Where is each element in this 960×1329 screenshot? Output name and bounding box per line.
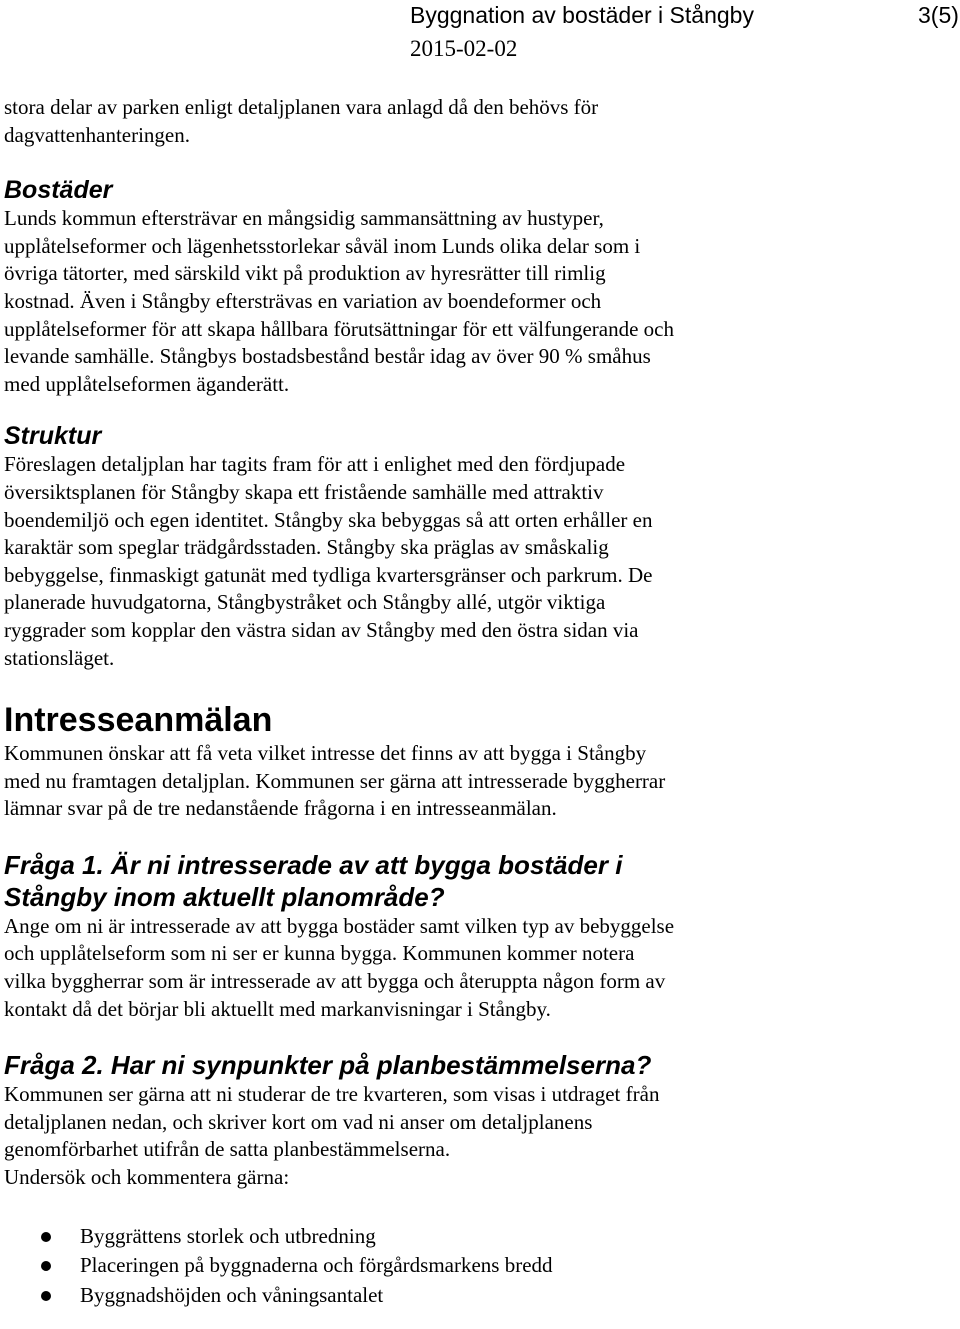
bullet-icon [41, 1291, 51, 1301]
text-line: översiktsplanen för Stångby skapa ett fristående samhälle med attraktiv [4, 479, 604, 504]
list-item [4, 1222, 954, 1252]
heading-line: Stångby inom aktuellt planområde? [4, 881, 445, 912]
page-number: 3(5) [918, 2, 959, 28]
text-line: karaktär som speglar trädgårdsstaden. Stångby ska präglas av småskalig [4, 535, 609, 560]
heading-line: Fråga 1. Är ni intresserade av att bygga bostäder i [4, 849, 623, 880]
text-line: Föreslagen detaljplan har tagits fram för att i enlighet med den fördjupade [4, 452, 626, 477]
list-item [4, 1251, 954, 1281]
text-line: genomförbarhet utifrån de satta planbestämmelserna. [4, 1137, 451, 1162]
intresseanmalan-paragraph [4, 740, 954, 823]
section-heading-bostader: Bostäder [4, 176, 113, 205]
text-line: detaljplanen nedan, och skriver kort om vad ni anser om detaljplanens [4, 1109, 593, 1134]
text-line: och upplåtelseform som ni ser er kunna bygga. Kommunen kommer notera [4, 941, 635, 966]
text-line: vilka byggherrar som är intresserade av att bygga och återuppta någon form av [4, 969, 666, 994]
text-line: bebyggelse, finmaskigt gatunät med tydliga kvartersgränser och parkrum. De [4, 562, 653, 587]
bostader-paragraph [4, 205, 954, 398]
text-line: Lunds kommun eftersträvar en mångsidig sammansättning av hustyper, [4, 206, 604, 231]
text-line: kostnad. Även i Stångby eftersträvas en variation av boendeformer och [4, 288, 602, 313]
text-line: Kommunen ser gärna att ni studerar de tre kvarteren, som visas i utdraget från [4, 1082, 660, 1107]
fraga1-paragraph [4, 913, 954, 1023]
list-item-text: Placeringen på byggnaderna och förgårdsmarkens bredd [80, 1253, 553, 1278]
text-line: boendemiljö och egen identitet. Stångby ska bebyggas så att orten erhåller en [4, 507, 653, 532]
fraga2-paragraph [4, 1081, 954, 1191]
text-line: övriga tätorter, med särskild vikt på produktion av hyresrätter till rimlig [4, 261, 606, 286]
text-line: lämnar svar på de tre nedanstående frågorna i en intresseanmälan. [4, 796, 557, 821]
header-title: Byggnation av bostäder i Stångby [410, 2, 754, 28]
section-heading-struktur: Struktur [4, 422, 102, 451]
list-item-text: Byggrättens storlek och utbredning [80, 1223, 376, 1248]
text-line: Undersök och kommentera gärna: [4, 1165, 290, 1190]
intro-paragraph [4, 94, 954, 149]
question-heading-1 [4, 849, 954, 913]
bullet-list [4, 1222, 954, 1311]
struktur-paragraph [4, 451, 954, 672]
text-line: stora delar av parken enligt detaljplanen vara anlagd då den behövs för [4, 95, 599, 119]
text-line: kontakt då det börjar bli aktuellt med markanvisningar i Stångby. [4, 996, 551, 1021]
bullet-icon [41, 1261, 51, 1271]
text-line: Kommunen önskar att få veta vilket intresse det finns av att bygga i Stångby [4, 741, 647, 766]
text-line: upplåtelseformer och lägenhetsstorlekar såväl inom Lunds olika delar som i [4, 233, 641, 258]
list-item-text: Byggnadshöjden och våningsantalet [80, 1282, 384, 1307]
text-line: ryggrader som kopplar den västra sidan av Stångby med den östra sidan via [4, 617, 639, 642]
list-item [4, 1281, 954, 1311]
document-body [4, 94, 954, 1310]
header-date: 2015-02-02 [410, 36, 518, 61]
text-line: upplåtelseformer för att skapa hållbara förutsättningar för ett välfungerande och [4, 316, 674, 341]
section-heading-intresseanmalan: Intresseanmälan [4, 701, 273, 740]
text-line: stationsläget. [4, 645, 115, 670]
text-line: Ange om ni är intresserade av att bygga bostäder samt vilken typ av bebyggelse [4, 913, 675, 938]
question-heading-2: Fråga 2. Har ni synpunkter på planbestämmelserna? [4, 1050, 652, 1081]
text-line: dagvattenhanteringen. [4, 122, 191, 147]
text-line: levande samhälle. Stångbys bostadsbestånd består idag av över 90 % småhus [4, 344, 651, 369]
bullet-icon [41, 1232, 51, 1242]
text-line: planerade huvudgatorna, Stångbystråket och Stångby allé, utgör viktiga [4, 590, 606, 615]
text-line: med nu framtagen detaljplan. Kommunen ser gärna att intresserade byggherrar [4, 768, 666, 793]
text-line: med upplåtelseformen äganderätt. [4, 371, 290, 396]
